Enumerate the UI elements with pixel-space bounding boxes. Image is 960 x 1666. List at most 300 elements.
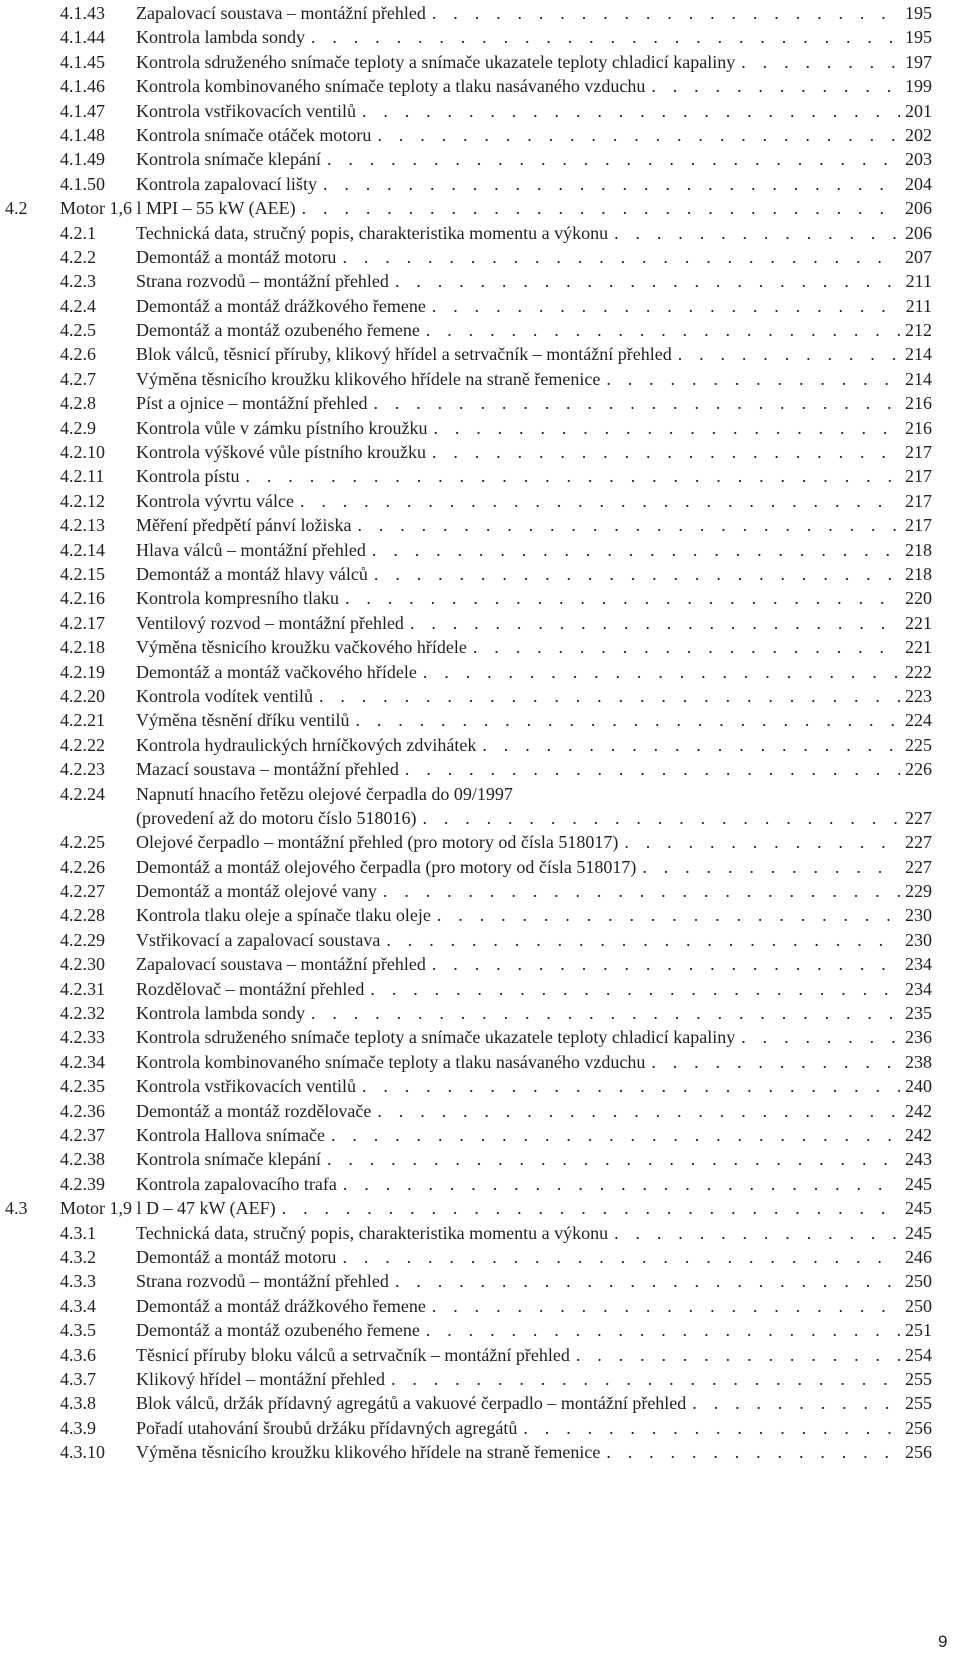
toc-entry	[0, 1147, 960, 1171]
toc-entry-page: 246	[905, 1246, 932, 1267]
toc-entry-page: 256	[905, 1442, 932, 1463]
toc-entry-number: 4.2.18	[60, 637, 105, 658]
toc-entry-title-wrap	[136, 855, 900, 879]
toc-entry-page: 222	[905, 661, 932, 682]
toc-entry-page: 216	[905, 393, 932, 414]
toc-entry	[0, 1099, 960, 1123]
toc-entry-title-wrap	[136, 1269, 900, 1293]
toc-entry-number: 4.2.9	[60, 417, 96, 438]
toc-entry-page: 217	[905, 442, 932, 463]
toc-entry	[0, 684, 960, 708]
toc-entry-title-wrap	[136, 464, 900, 488]
dot-leader	[325, 1123, 900, 1147]
toc-entry	[0, 952, 960, 976]
toc-entry-number: 4.3.5	[60, 1320, 96, 1341]
toc-entry-number: 4.2.1	[60, 222, 96, 243]
toc-entry-page: 201	[905, 100, 932, 121]
toc-entry-number: 4.3.7	[60, 1368, 96, 1389]
toc-entry-title: Kontrola vývrtu válce	[136, 489, 294, 513]
toc-entry-title: Kontrola kombinovaného snímače teploty a tlaku nasávaného vzduchu	[136, 1050, 645, 1074]
toc-entry-number: 4.2.38	[60, 1149, 105, 1170]
toc-entry-page: 238	[905, 1051, 932, 1072]
toc-entry-page: 221	[905, 637, 932, 658]
toc-entry-page: 227	[905, 807, 932, 828]
dot-leader	[349, 708, 900, 732]
toc-entry-page: 255	[905, 1393, 932, 1414]
toc-entry	[0, 733, 960, 757]
toc-entry-title: Demontáž a montáž olejového čerpadla (pro motory od čísla 518017)	[136, 855, 636, 879]
toc-entry-title: Kontrola hydraulických hrníčkových zdvihátek	[136, 733, 476, 757]
dot-leader	[426, 440, 900, 464]
toc-entry-page: 242	[905, 1100, 932, 1121]
dot-leader	[364, 977, 900, 1001]
toc-entry-number: 4.3	[5, 1198, 28, 1219]
toc-entry-number: 4.3.10	[60, 1442, 105, 1463]
toc-entry-page: 206	[905, 198, 932, 219]
dot-leader	[240, 464, 901, 488]
toc-entry-title-wrap	[136, 1050, 900, 1074]
toc-entry-title-wrap	[136, 830, 900, 854]
toc-entry-title: Výměna těsnicího kroužku vačkového hřídele	[136, 635, 467, 659]
toc-entry	[0, 660, 960, 684]
toc-entry-page: 240	[905, 1076, 932, 1097]
toc-entry-page: 199	[905, 76, 932, 97]
toc-entry-title: Demontáž a montáž drážkového řemene	[136, 1294, 426, 1318]
toc-entry-title-wrap	[136, 147, 900, 171]
dot-leader	[321, 147, 900, 171]
dot-leader	[385, 1367, 900, 1391]
toc-entry-number: 4.2.36	[60, 1100, 105, 1121]
dot-leader	[735, 50, 900, 74]
toc-entry-title: Kontrola sdruženého snímače teploty a snímače ukazatele teploty chladicí kapaliny	[136, 50, 735, 74]
toc-entry	[0, 294, 960, 318]
toc-entry-title-wrap	[136, 245, 900, 269]
dot-leader	[476, 733, 900, 757]
toc-entry-page: 217	[905, 515, 932, 536]
toc-entry-title: Demontáž a montáž hlavy válců	[136, 562, 368, 586]
toc-entry-title: Kontrola lambda sondy	[136, 1001, 305, 1025]
toc-entry-page: 211	[905, 271, 932, 292]
toc-entry-title: Zapalovací soustava – montážní přehled	[136, 952, 426, 976]
dot-leader	[305, 25, 900, 49]
toc-entry-number: 4.1.43	[60, 3, 105, 23]
dot-leader	[404, 611, 900, 635]
toc-entry	[0, 342, 960, 366]
toc-entry-title: Demontáž a montáž drážkového řemene	[136, 294, 426, 318]
toc-entry-number: 4.3.6	[60, 1344, 96, 1365]
dot-leader	[305, 1001, 900, 1025]
toc-entry	[0, 1367, 960, 1391]
toc-entry-title: Kontrola zapalovacího trafa	[136, 1172, 337, 1196]
dot-leader	[645, 1050, 900, 1074]
toc-entry-title: Kontrola snímače otáček motoru	[136, 123, 371, 147]
toc-entry-page: 226	[905, 759, 932, 780]
toc-entry-title-wrap	[136, 1294, 900, 1318]
toc-entry-page: 250	[905, 1271, 932, 1292]
toc-entry-title-wrap	[136, 416, 900, 440]
toc-entry-title: Měření předpětí pánví ložiska	[136, 513, 351, 537]
dot-leader	[735, 1025, 900, 1049]
toc-entry-number: 4.2.19	[60, 661, 105, 682]
toc-entry	[0, 1343, 960, 1367]
toc-entry-page: 227	[905, 832, 932, 853]
toc-entry	[0, 172, 960, 196]
toc-entry-page: 242	[905, 1124, 932, 1145]
toc-entry-title-wrap	[136, 1147, 900, 1171]
toc-entry-title: Kontrola kombinovaného snímače teploty a tlaku nasávaného vzduchu	[136, 74, 645, 98]
toc-entry-number: 4.2.31	[60, 978, 105, 999]
toc-entry	[0, 25, 960, 49]
page-number: 9	[938, 1632, 948, 1651]
dot-leader	[517, 1416, 900, 1440]
toc-entry	[0, 708, 960, 732]
toc-entry-page: 220	[905, 588, 932, 609]
toc-entry-title-wrap	[136, 318, 900, 342]
toc-entry	[0, 1221, 960, 1245]
toc-entry-title-wrap	[136, 684, 900, 708]
toc-entry-number: 4.3.8	[60, 1393, 96, 1414]
toc-entry-number: 4.2.4	[60, 295, 96, 316]
toc-entry-number: 4.2.15	[60, 563, 105, 584]
toc-entry-page: 223	[905, 685, 932, 706]
dot-leader	[389, 1269, 900, 1293]
toc-entry-number: 4.2.5	[60, 320, 96, 341]
toc-entry-page: 221	[905, 612, 932, 633]
toc-entry-title-wrap	[136, 25, 900, 49]
toc-entry-number: 4.2.16	[60, 588, 105, 609]
toc-entry-number: 4.2	[5, 198, 28, 219]
toc-entry-page: 216	[905, 417, 932, 438]
dot-leader	[618, 830, 900, 854]
dot-leader	[356, 1074, 900, 1098]
toc-entry-number: 4.1.46	[60, 76, 105, 97]
toc-entry-title-wrap	[136, 1440, 900, 1464]
toc-entry-page: 197	[905, 51, 932, 72]
dot-leader	[416, 806, 900, 830]
toc-entry-title-wrap	[136, 1025, 900, 1049]
toc-entry-page: 245	[905, 1222, 932, 1243]
dot-leader	[672, 342, 900, 366]
toc-entry-title: Motor 1,6 l MPI – 55 kW (AEE)	[60, 196, 296, 220]
toc-entry-number: 4.3.2	[60, 1246, 96, 1267]
dot-leader	[427, 416, 900, 440]
toc-entry	[0, 586, 960, 610]
dot-leader	[467, 635, 900, 659]
dot-leader	[417, 660, 900, 684]
toc-entry-title: Demontáž a montáž ozubeného řemene	[136, 1318, 420, 1342]
toc-section-entry	[0, 1196, 960, 1220]
toc-entry	[0, 123, 960, 147]
toc-entry	[0, 1050, 960, 1074]
toc-entry-title: Pořadí utahování šroubů držáku přídavných agregátů	[136, 1416, 517, 1440]
toc-entry-page: 250	[905, 1295, 932, 1316]
dot-leader	[426, 952, 900, 976]
dot-leader	[399, 757, 900, 781]
toc-entry-title: Demontáž a montáž motoru	[136, 1245, 336, 1269]
toc-entry-page: 204	[905, 173, 932, 194]
toc-entry-page: 214	[905, 344, 932, 365]
dot-leader	[608, 1221, 900, 1245]
toc-entry-page: 235	[905, 1003, 932, 1024]
toc-entry-page: 203	[905, 149, 932, 170]
toc-entry	[0, 147, 960, 171]
toc-entry-title-wrap	[136, 806, 900, 830]
dot-leader	[426, 294, 900, 318]
dot-leader	[420, 318, 900, 342]
toc-entry	[0, 928, 960, 952]
dot-leader	[356, 99, 900, 123]
dot-leader	[336, 245, 900, 269]
toc-entry	[0, 855, 960, 879]
dot-leader	[294, 489, 900, 513]
toc-entry-title: Demontáž a montáž vačkového hřídele	[136, 660, 417, 684]
toc-entry	[0, 391, 960, 415]
toc-entry-page: 195	[905, 27, 932, 48]
toc-entry-title-wrap	[60, 1196, 900, 1220]
toc-entry-number: 4.3.4	[60, 1295, 96, 1316]
toc-entry	[0, 99, 960, 123]
toc-entry-page: 217	[905, 466, 932, 487]
toc-entry	[0, 1294, 960, 1318]
toc-entry	[0, 1416, 960, 1440]
toc-entry-title: Technická data, stručný popis, charakteristika momentu a výkonu	[136, 1221, 608, 1245]
toc-entry-title: Vstřikovací a zapalovací soustava	[136, 928, 380, 952]
toc-entry-title-wrap	[136, 1367, 900, 1391]
toc-entry-title: Mazací soustava – montážní přehled	[136, 757, 399, 781]
toc-entry-number: 4.1.48	[60, 124, 105, 145]
toc-entry	[0, 830, 960, 854]
toc-entry-title: Kontrola pístu	[136, 464, 240, 488]
toc-entry-title-wrap	[136, 367, 900, 391]
toc-entry-title-wrap	[136, 611, 900, 635]
toc-entry-title-wrap	[136, 708, 900, 732]
toc-entry-page: 217	[905, 490, 932, 511]
toc-entry-title-wrap	[136, 635, 900, 659]
toc-entry	[0, 74, 960, 98]
toc-entry-title-wrap	[136, 99, 900, 123]
toc-entry-number: 4.2.12	[60, 490, 105, 511]
toc-entry-title-wrap	[136, 1318, 900, 1342]
toc-entry-title-line1: Napnutí hnacího řetězu olejové čerpadla do 09/1997	[136, 783, 513, 804]
toc-entry-page: 229	[905, 881, 932, 902]
dot-leader	[426, 1, 900, 25]
toc-entry	[0, 903, 960, 927]
toc-entry-title-wrap	[136, 440, 900, 464]
toc-entry	[0, 416, 960, 440]
toc-entry-title-wrap	[136, 391, 900, 415]
toc-entry-number: 4.2.34	[60, 1051, 105, 1072]
dot-leader	[321, 1147, 900, 1171]
toc-entry-number: 4.2.13	[60, 515, 105, 536]
toc-entry	[0, 977, 960, 1001]
toc-entry-number: 4.2.11	[60, 466, 105, 487]
toc-entry-page: 245	[905, 1198, 932, 1219]
toc-entry	[0, 538, 960, 562]
toc-entry-number: 4.2.39	[60, 1173, 105, 1194]
toc-entry	[0, 1123, 960, 1147]
toc-entry-number: 4.2.8	[60, 393, 96, 414]
toc-entry-number: 4.2.22	[60, 734, 105, 755]
toc-entry-title-wrap	[136, 1123, 900, 1147]
toc-entry-page: 218	[905, 539, 932, 560]
toc-entry-number: 4.1.49	[60, 149, 105, 170]
dot-leader	[339, 586, 900, 610]
dot-leader	[371, 1099, 900, 1123]
dot-leader	[336, 1245, 900, 1269]
table-of-contents	[0, 1, 960, 1464]
toc-entry-page: 218	[905, 563, 932, 584]
toc-entry	[0, 513, 960, 537]
toc-entry-title: Kontrola vodítek ventilů	[136, 684, 313, 708]
toc-entry	[0, 221, 960, 245]
toc-entry-title-wrap	[136, 513, 900, 537]
toc-entry-page: 251	[905, 1320, 932, 1341]
toc-entry-title: Kontrola sdruženého snímače teploty a snímače ukazatele teploty chladicí kapaliny	[136, 1025, 735, 1049]
toc-entry	[0, 635, 960, 659]
toc-entry-title-wrap	[136, 977, 900, 1001]
dot-leader	[608, 221, 900, 245]
toc-entry-title: Kontrola tlaku oleje a spínače tlaku oleje	[136, 903, 431, 927]
toc-entry-number: 4.2.27	[60, 881, 105, 902]
toc-entry	[0, 1391, 960, 1415]
toc-entry-number: 4.2.14	[60, 539, 105, 560]
toc-entry-title-wrap	[136, 74, 900, 98]
toc-entry-title: Hlava válců – montážní přehled	[136, 538, 366, 562]
toc-entry	[0, 1269, 960, 1293]
toc-entry-title-wrap	[136, 1074, 900, 1098]
toc-entry-page: 207	[905, 246, 932, 267]
toc-entry-number: 4.2.2	[60, 246, 96, 267]
toc-entry-page: 195	[905, 3, 932, 23]
toc-entry-title: Výměna těsnicího kroužku klikového hřídele na straně řemenice	[136, 1440, 600, 1464]
toc-entry-title: Blok válců, těsnicí příruby, klikový hřídel a setrvačník – montážní přehled	[136, 342, 672, 366]
toc-entry-title: Kontrola lambda sondy	[136, 25, 305, 49]
toc-entry-title: Těsnicí příruby bloku válců a setrvačník – montážní přehled	[136, 1343, 570, 1367]
toc-entry-page: 225	[905, 734, 932, 755]
toc-entry-title-wrap	[136, 294, 900, 318]
toc-entry	[0, 318, 960, 342]
toc-entry-title-wrap	[136, 1172, 900, 1196]
toc-entry	[0, 489, 960, 513]
toc-entry-title: Kontrola kompresního tlaku	[136, 586, 339, 610]
dot-leader	[686, 1391, 900, 1415]
toc-entry-number: 4.2.23	[60, 759, 105, 780]
toc-entry-title-wrap	[136, 1221, 900, 1245]
toc-entry-page: 236	[905, 1027, 932, 1048]
toc-entry-page: 254	[905, 1344, 932, 1365]
toc-entry-title: (provedení až do motoru číslo 518016)	[136, 806, 416, 830]
toc-entry-number: 4.2.10	[60, 442, 105, 463]
toc-entry-title-wrap	[136, 1343, 900, 1367]
toc-entry-number: 4.2.6	[60, 344, 96, 365]
toc-entry-page: 234	[905, 978, 932, 999]
toc-entry	[0, 879, 960, 903]
toc-entry	[0, 1172, 960, 1196]
toc-entry	[0, 269, 960, 293]
toc-entry-title-wrap	[136, 562, 900, 586]
dot-leader	[313, 684, 900, 708]
dot-leader	[367, 391, 900, 415]
toc-entry	[0, 50, 960, 74]
toc-entry-title-wrap	[136, 342, 900, 366]
dot-leader	[380, 928, 900, 952]
toc-entry-title: Kontrola snímače klepání	[136, 147, 321, 171]
toc-entry-page: 214	[905, 368, 932, 389]
toc-entry	[0, 1001, 960, 1025]
toc-entry	[0, 611, 960, 635]
toc-entry-title: Kontrola vůle v zámku pístního kroužku	[136, 416, 427, 440]
toc-entry-title-wrap	[136, 879, 900, 903]
toc-entry-number: 4.2.32	[60, 1003, 105, 1024]
toc-entry-page: 234	[905, 954, 932, 975]
toc-entry-title-wrap	[136, 489, 900, 513]
toc-entry-number: 4.1.44	[60, 27, 105, 48]
toc-entry-page: 255	[905, 1368, 932, 1389]
toc-entry-title: Demontáž a montáž olejové vany	[136, 879, 377, 903]
toc-entry-page: 206	[905, 222, 932, 243]
toc-entry-title: Blok válců, držák přídavný agregátů a vakuové čerpadlo – montážní přehled	[136, 1391, 686, 1415]
toc-entry-title-wrap	[136, 586, 900, 610]
toc-entry-title: Olejové čerpadlo – montážní přehled (pro motory od čísla 518017)	[136, 830, 618, 854]
toc-entry	[0, 245, 960, 269]
toc-entry	[0, 1074, 960, 1098]
toc-entry-page: 224	[905, 710, 932, 731]
toc-entry-number: 4.2.7	[60, 368, 96, 389]
toc-entry-title: Výměna těsnicího kroužku klikového hřídele na straně řemenice	[136, 367, 600, 391]
toc-entry-number: 4.2.33	[60, 1027, 105, 1048]
toc-entry-page: 211	[905, 295, 932, 316]
dot-leader	[366, 538, 900, 562]
toc-entry-number: 4.2.20	[60, 685, 105, 706]
toc-entry-title-wrap	[136, 50, 900, 74]
dot-leader	[371, 123, 900, 147]
toc-entry-number: 4.2.17	[60, 612, 105, 633]
toc-entry-title: Kontrola zapalovací lišty	[136, 172, 317, 196]
toc-entry-page: 243	[905, 1149, 932, 1170]
toc-entry	[0, 1245, 960, 1269]
toc-entry-title-wrap	[136, 269, 900, 293]
toc-entry-title: Kontrola vstřikovacích ventilů	[136, 99, 356, 123]
toc-entry-title-wrap	[136, 952, 900, 976]
dot-leader	[426, 1294, 900, 1318]
dot-leader	[368, 562, 900, 586]
dot-leader	[276, 1196, 900, 1220]
toc-entry-title-wrap	[136, 928, 900, 952]
toc-entry-title: Demontáž a montáž ozubeného řemene	[136, 318, 420, 342]
toc-entry	[0, 464, 960, 488]
toc-entry-title-wrap	[136, 1099, 900, 1123]
toc-entry-title-wrap	[136, 221, 900, 245]
toc-entry-title-wrap	[136, 1, 900, 25]
dot-leader	[351, 513, 900, 537]
toc-entry-page: 245	[905, 1173, 932, 1194]
toc-entry-title-wrap	[136, 172, 900, 196]
toc-entry-title: Strana rozvodů – montážní přehled	[136, 269, 389, 293]
toc-entry-number: 4.3.3	[60, 1271, 96, 1292]
toc-entry	[0, 367, 960, 391]
dot-leader	[570, 1343, 900, 1367]
toc-entry-title-wrap	[136, 903, 900, 927]
toc-entry	[0, 757, 960, 781]
toc-entry-title: Ventilový rozvod – montážní přehled	[136, 611, 404, 635]
toc-entry-number: 4.2.3	[60, 271, 96, 292]
dot-leader	[636, 855, 900, 879]
dot-leader	[420, 1318, 900, 1342]
toc-entry-page: 230	[905, 929, 932, 950]
toc-entry-title-wrap	[136, 538, 900, 562]
dot-leader	[337, 1172, 900, 1196]
toc-entry-number: 4.1.50	[60, 173, 105, 194]
